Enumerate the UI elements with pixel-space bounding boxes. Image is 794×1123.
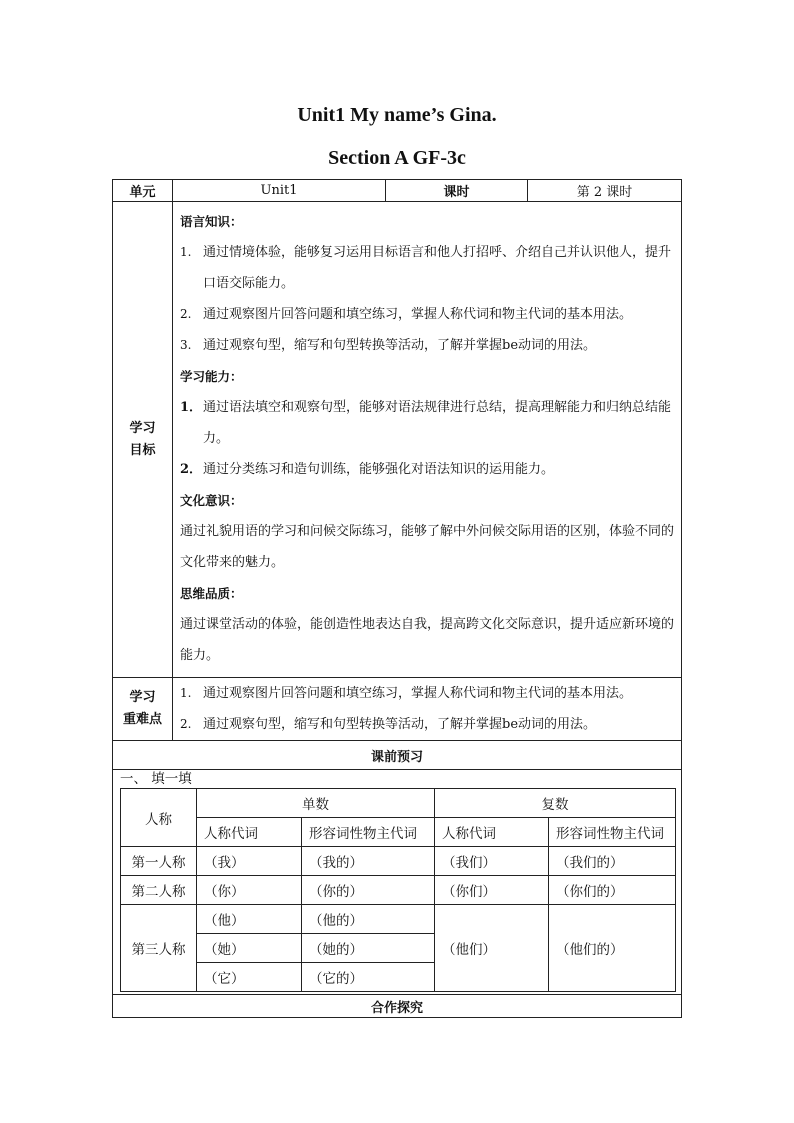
language-knowledge-heading: 语言知识： xyxy=(180,214,243,229)
item-number: 1. xyxy=(180,686,192,700)
person-header: 人称 xyxy=(121,789,197,847)
key-points-label-line1: 学习 xyxy=(129,690,156,705)
table-cell: （他们） xyxy=(435,905,549,992)
document-title: Unit1 My name’s Gina. xyxy=(297,104,497,126)
learning-ability-heading: 学习能力： xyxy=(180,369,243,384)
table-cell: （你） xyxy=(197,876,302,905)
key-point-item xyxy=(180,678,675,709)
unit-label: 单元 xyxy=(113,180,173,202)
table-cell: （你们） xyxy=(435,876,549,905)
row-label: 第三人称 xyxy=(121,905,197,992)
key-points-content xyxy=(173,678,682,741)
key-points-row xyxy=(113,678,682,741)
plural-header: 复数 xyxy=(435,789,676,818)
item-text: 通过观察句型，缩写和句型转换等活动，了解并掌握be动词的用法。 xyxy=(203,717,597,732)
ability-item xyxy=(180,454,675,485)
fill-in-task-label: 一、 填一填 xyxy=(120,771,192,787)
cultural-awareness-text: 通过礼貌用语的学习和问候交际练习，能够了解中外问候交际用语的区别，体验不同的文化带来的魅力。 xyxy=(180,524,675,570)
period-value: 第 2 课时 xyxy=(528,180,682,202)
item-number: 1. xyxy=(180,245,192,259)
ability-item xyxy=(180,392,675,454)
preview-content-row xyxy=(113,770,682,995)
singular-header: 单数 xyxy=(197,789,435,818)
language-item xyxy=(180,299,675,330)
table-cell: （你们的） xyxy=(549,876,676,905)
column-header: 人称代词 xyxy=(197,818,302,847)
item-text: 通过情境体验，能够复习运用目标语言和他人打招呼、介绍自己并认识他人，提升口语交际能力。 xyxy=(203,245,672,291)
lesson-plan-table xyxy=(112,179,682,1018)
pronoun-table xyxy=(120,788,676,992)
preview-content xyxy=(113,770,682,995)
table-cell: （我们的） xyxy=(549,847,676,876)
table-cell: （他们的） xyxy=(549,905,676,992)
objectives-row xyxy=(113,202,682,678)
language-item xyxy=(180,237,675,299)
column-header: 形容词性物主代词 xyxy=(302,818,435,847)
unit-value: Unit1 xyxy=(173,180,386,202)
header-row xyxy=(113,180,682,202)
objectives-content xyxy=(173,202,682,678)
objectives-label-line1: 学习 xyxy=(129,420,156,436)
objectives-label xyxy=(113,202,173,678)
cultural-awareness-heading: 文化意识： xyxy=(180,493,243,508)
cooperation-heading: 合作探究 xyxy=(113,995,682,1018)
objectives-label-line2: 目标 xyxy=(129,442,156,458)
preview-heading: 课前预习 xyxy=(113,741,682,770)
table-cell: （他） xyxy=(197,905,302,934)
item-text: 通过观察图片回答问题和填空练习，掌握人称代词和物主代词的基本用法。 xyxy=(203,307,633,322)
row-label: 第一人称 xyxy=(121,847,197,876)
table-cell: （你的） xyxy=(302,876,435,905)
item-number: 2． xyxy=(180,462,203,477)
table-row xyxy=(121,847,676,876)
key-points-label xyxy=(113,678,173,741)
table-cell: （它的） xyxy=(302,963,435,992)
cooperation-heading-row xyxy=(113,995,682,1018)
key-point-item xyxy=(180,709,675,740)
preview-heading-row xyxy=(113,741,682,770)
key-points-label-line2: 重难点 xyxy=(122,712,162,727)
table-cell: （我） xyxy=(197,847,302,876)
item-text: 通过观察图片回答问题和填空练习，掌握人称代词和物主代词的基本用法。 xyxy=(203,686,633,701)
item-number: 2. xyxy=(180,717,192,731)
item-text: 通过观察句型，缩写和句型转换等活动，了解并掌握be动词的用法。 xyxy=(203,338,597,353)
table-row xyxy=(121,905,676,934)
table-cell: （她） xyxy=(197,934,302,963)
table-cell: （它） xyxy=(197,963,302,992)
period-label: 课时 xyxy=(386,180,528,202)
language-item xyxy=(180,330,675,361)
item-number: 2. xyxy=(180,307,192,321)
table-cell: （她的） xyxy=(302,934,435,963)
item-text: 通过分类练习和造句训练，能够强化对语法知识的运用能力。 xyxy=(203,462,555,477)
column-header: 形容词性物主代词 xyxy=(549,818,676,847)
item-number: 1． xyxy=(180,400,203,415)
thinking-quality-heading: 思维品质： xyxy=(180,586,243,601)
row-label: 第二人称 xyxy=(121,876,197,905)
table-cell: （我的） xyxy=(302,847,435,876)
table-row xyxy=(121,876,676,905)
document-subtitle: Section A GF-3c xyxy=(328,147,466,169)
table-cell: （他的） xyxy=(302,905,435,934)
item-number: 3. xyxy=(180,338,192,352)
column-header: 人称代词 xyxy=(435,818,549,847)
table-cell: （我们） xyxy=(435,847,549,876)
thinking-quality-text: 通过课堂活动的体验，能创造性地表达自我，提高跨文化交际意识，提升适应新环境的能力。 xyxy=(180,617,675,663)
item-text: 通过语法填空和观察句型，能够对语法规律进行总结，提高理解能力和归纳总结能力。 xyxy=(203,400,672,446)
